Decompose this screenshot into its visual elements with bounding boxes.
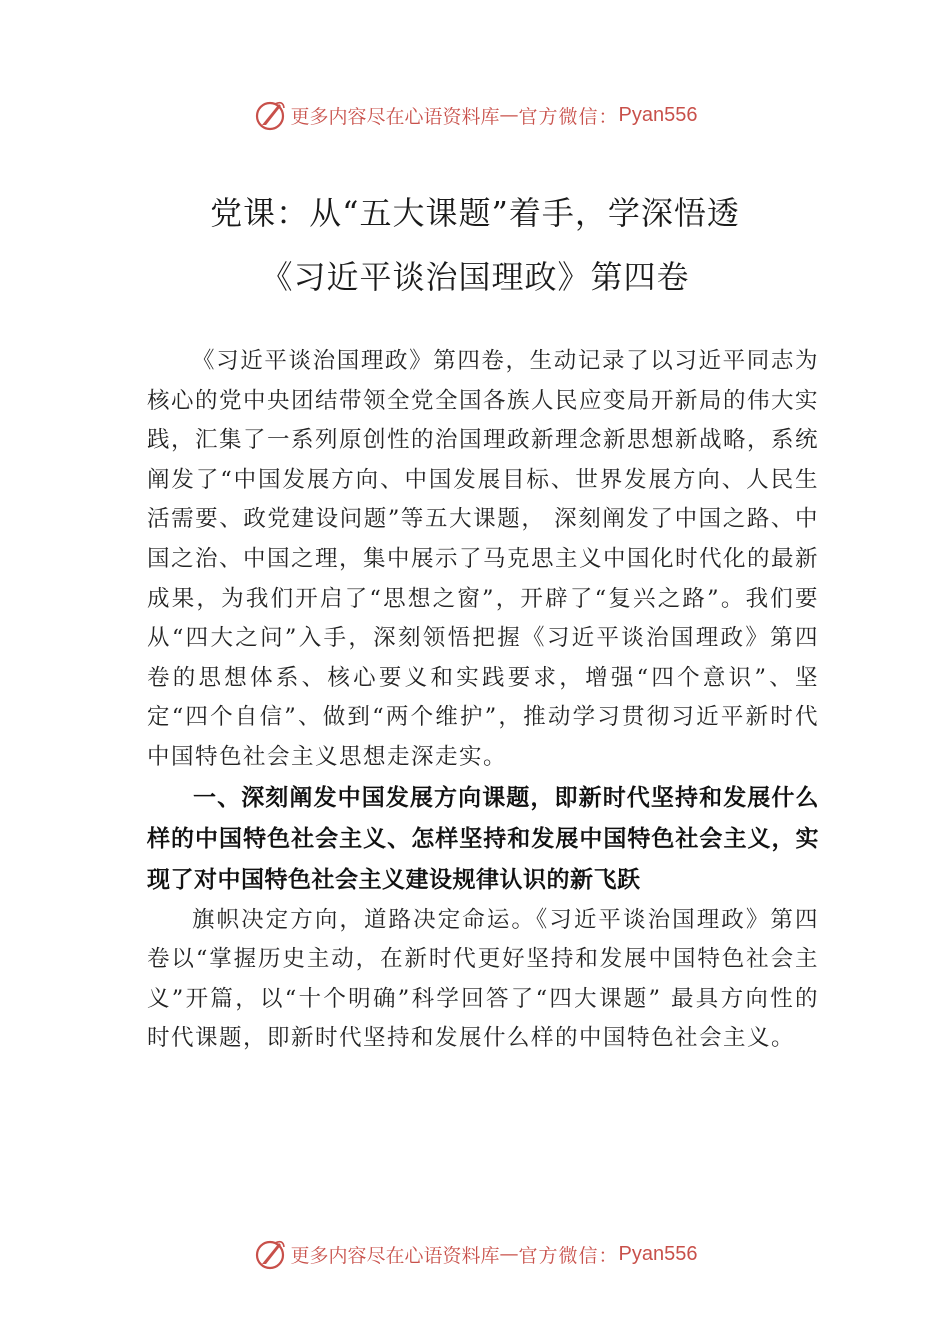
wechat-id: Pyan556 xyxy=(618,1242,698,1265)
section-heading-1: 一、深刻阐发中国发展方向课题，即新时代坚持和发展什么样的中国特色社会主义、怎样坚持和发展中国特色社会主义，实现了对中国特色社会主义建设规律认识的新飞跃 xyxy=(147,784,819,893)
body-paragraph-section-1: 旗帜决定方向，道路决定命运。《习近平谈治国理政》第四卷以“掌握历史主动，在新时代更好坚持和发展中国特色社会主义”开篇，以“十个明确”科学回答了“四大课题” 最具方向性的时代课题，即新时代坚持和发展什么样的中国特色社会主义。 xyxy=(147,906,819,1052)
banner-separator: — xyxy=(499,1243,519,1265)
wechat-label: 官方微信： xyxy=(518,105,619,128)
footer-watermark-banner xyxy=(0,1234,950,1274)
wechat-id: Pyan556 xyxy=(618,103,698,126)
brand-text: 更多内容尽在心语资料库 xyxy=(290,105,500,128)
header-watermark-banner xyxy=(0,95,950,135)
document-title-line-2: 《习近平谈治国理政》第四卷 xyxy=(260,258,690,296)
quill-pen-logo-icon xyxy=(253,98,287,132)
document-title-line-1: 党课：从“五大课题”着手，学深悟透 xyxy=(210,194,740,232)
body-paragraph-intro: 《习近平谈治国理政》第四卷，生动记录了以习近平同志为核心的党中央团结带领全党全国各族人民应变局开新局的伟大实践，汇集了一系列原创性的治国理政新理念新思想新战略，系统阐发了“中国发展方向、中国发展目标、世界发展方向、人民生活需要、政党建设问题”等五大课题， 深刻阐发了中国之路、中国之治、中国之理，集中展示了马克思主义中国化时代化的最新成果，为我们开启了“思想之窗”，开辟了“复兴之路”。我们要从“四大之问”入手，深刻领悟把握《习近平谈治国理政》第四卷的思想体系、核心要义和实践要求，增强“四个意识”、坚定“四个自信”、做到“两个维护”，推动学习贯彻习近平新时代中国特色社会主义思想走深走实。 xyxy=(147,348,820,770)
brand-text: 更多内容尽在心语资料库 xyxy=(290,1244,500,1267)
wechat-label: 官方微信： xyxy=(518,1244,619,1267)
quill-pen-logo-icon xyxy=(253,1237,287,1271)
banner-separator: — xyxy=(499,104,519,126)
document-body xyxy=(147,342,819,1059)
